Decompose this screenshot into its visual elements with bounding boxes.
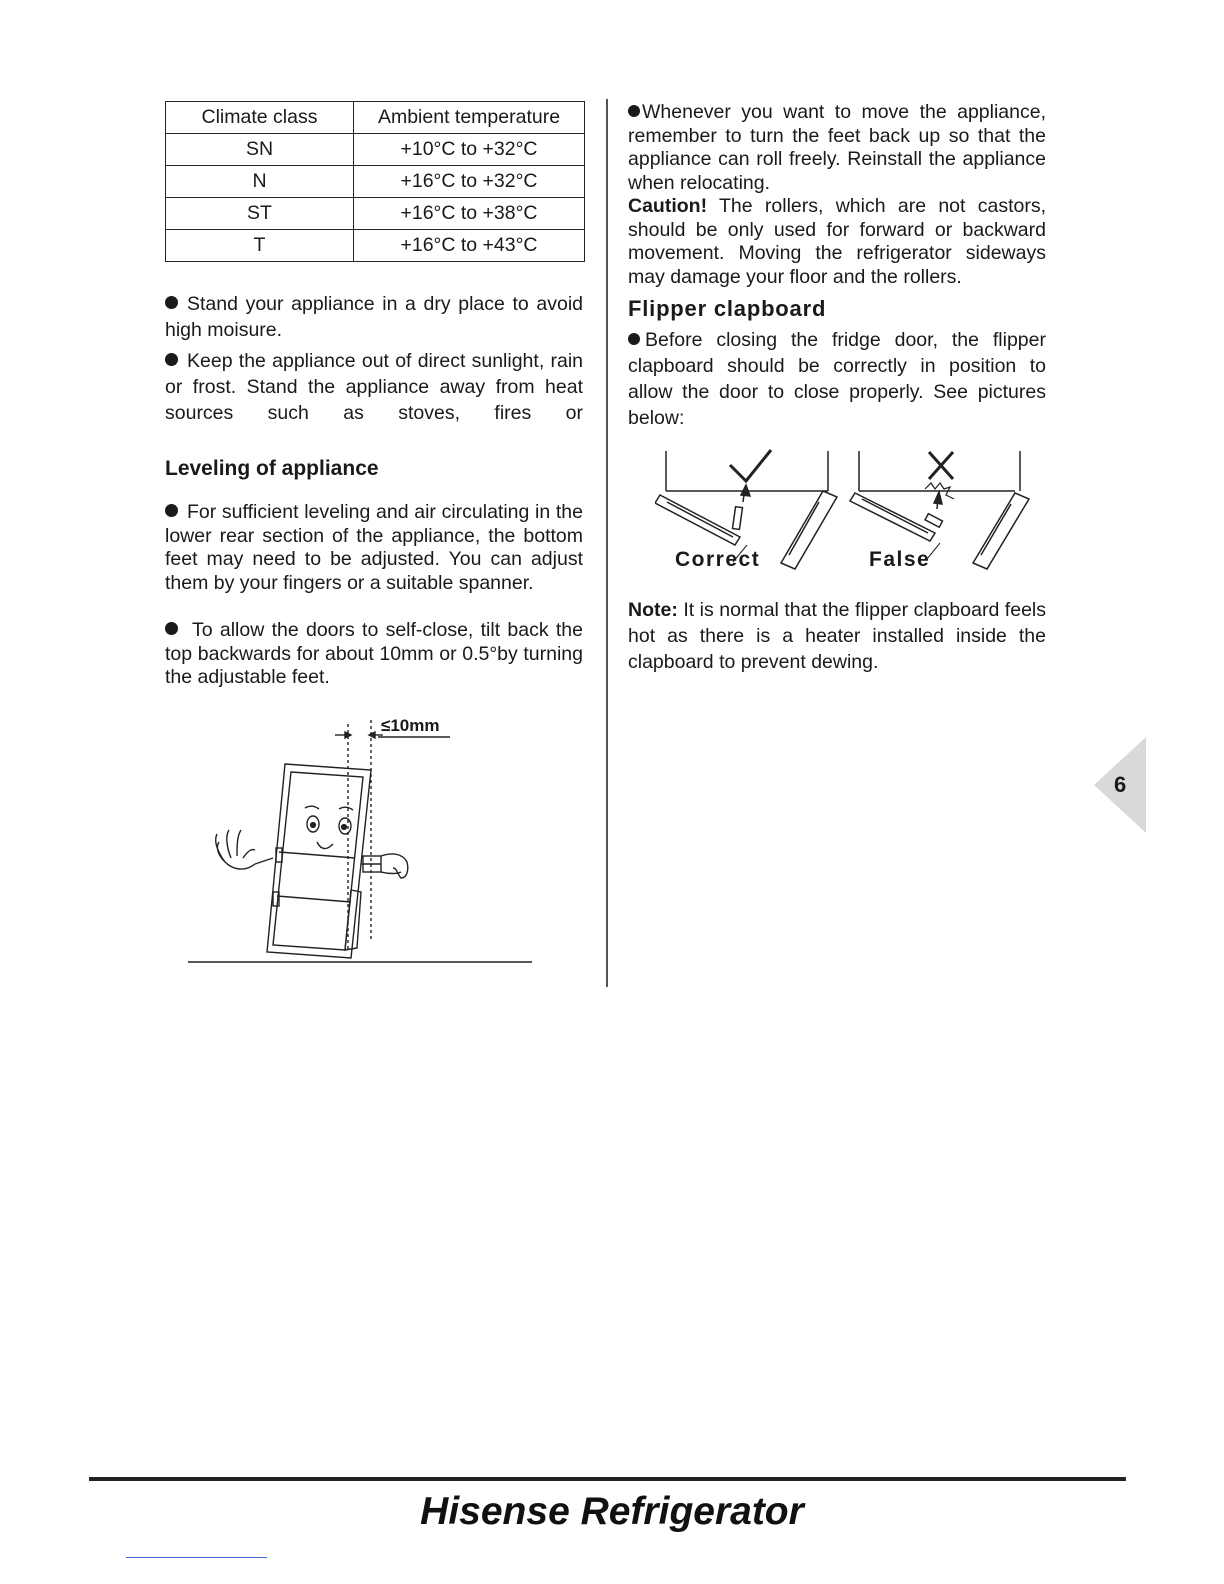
- table-header-cell: Ambient temperature: [354, 102, 585, 134]
- tilt-measure-label: ≤10mm: [381, 716, 440, 735]
- climate-class-table: [165, 101, 585, 262]
- flipper-text: Before closing the fridge door, the flipper clapboard should be correctly in position to allow the door to close properly. See pictures below:: [628, 329, 1046, 429]
- page-number: 6: [1114, 772, 1127, 797]
- correct-label: Correct: [675, 548, 761, 571]
- leveling-heading: Leveling of appliance: [165, 457, 379, 480]
- caution-text: The rollers, which are not castors, should be only used for forward or backward movement. Moving the refrigerator sideways may damage your floor and the rollers.: [628, 195, 1046, 288]
- table-cell: T: [166, 230, 354, 262]
- bullet-icon: [628, 333, 640, 345]
- table-cell: +16°C to +43°C: [354, 230, 585, 262]
- bullet-icon: [165, 504, 178, 517]
- table-cell: +10°C to +32°C: [354, 134, 585, 166]
- bullet-dry-text: Stand your appliance in a dry place to avoid high moisure.: [165, 293, 583, 341]
- table-row: [166, 166, 585, 198]
- caution-label: Caution!: [628, 195, 708, 217]
- footer-brand-title: Hisense Refrigerator: [420, 1490, 804, 1533]
- move-text: Whenever you want to move the appliance, remember to turn the feet back up so that the appliance can roll freely. Reinstall the appliance when relocating.: [628, 101, 1046, 194]
- table-row: [166, 134, 585, 166]
- column-divider: [606, 99, 608, 987]
- bullet-sunlight: [165, 348, 583, 426]
- table-cell: SN: [166, 134, 354, 166]
- note-paragraph: [628, 597, 1046, 675]
- table-header-cell: Climate class: [166, 102, 354, 134]
- flipper-paragraph: [628, 327, 1046, 431]
- flipper-heading: Flipper clapboard: [628, 296, 827, 321]
- bullet-sun-text: Keep the appliance out of direct sunlight, rain or frost. Stand the appliance away from heat sources such as stoves, fires or: [165, 350, 583, 424]
- bullet-icon: [165, 353, 178, 366]
- bullet-tilt: [165, 619, 583, 690]
- table-row: [166, 230, 585, 262]
- footer-underline: [126, 1557, 267, 1558]
- table-row: [166, 198, 585, 230]
- bullet-icon: [165, 622, 178, 635]
- move-appliance-paragraph: [628, 101, 1046, 195]
- table-header-row: [166, 102, 585, 134]
- table-cell: ST: [166, 198, 354, 230]
- bullet-icon: [628, 105, 640, 117]
- tilted-fridge-illustration: [185, 712, 537, 968]
- footer-rule: [89, 1477, 1126, 1481]
- note-text: It is normal that the flipper clapboard feels hot as there is a heater installed inside the clapboard to prevent dewing.: [628, 599, 1046, 673]
- note-label: Note:: [628, 599, 678, 621]
- false-label: False: [869, 548, 931, 571]
- bullet-leveling: [165, 501, 583, 595]
- bullet-icon: [165, 296, 178, 309]
- bullet-tilt-text: To allow the doors to self-close, tilt back the top backwards for about 10mm or 0.5°by turning the adjustable feet.: [165, 619, 583, 688]
- table-cell: N: [166, 166, 354, 198]
- bullet-dry-place: [165, 291, 583, 343]
- table-cell: +16°C to +38°C: [354, 198, 585, 230]
- table-cell: +16°C to +32°C: [354, 166, 585, 198]
- caution-paragraph: [628, 195, 1046, 289]
- bullet-level-text: For sufficient leveling and air circulating in the lower rear section of the appliance, the bottom feet may need to be adjusted. You can adjust them by your fingers or a suitable spanner.: [165, 501, 583, 594]
